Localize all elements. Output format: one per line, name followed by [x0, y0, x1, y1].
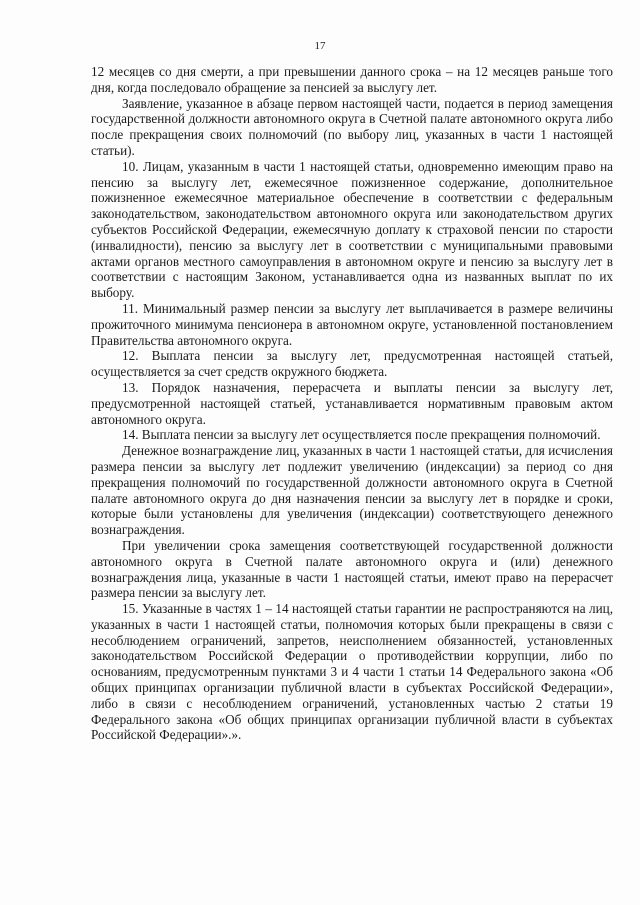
document-body — [91, 64, 613, 743]
paragraph-10: 10. Лицам, указанным в части 1 настоящей статьи, одновременно имеющим право на пенсию за выслугу лет, ежемесячное пожизненное содержание, дополнительное пожизненное ежемесячное материальное обеспечение в соответствии с федеральным законодательством, законодательством автономного округа или законодательством других субъектов Российской Федерации, ежемесячную доплату к страховой пенсии по старости (инвалидности), пенсию за выслугу лет в соответствии с муниципальными правовыми актами органов местного самоуправления в автономном округе и пенсию за выслугу лет в соответствии с настоящим Законом, устанавливается одна из названных выплат по их выбору. — [91, 158, 613, 301]
paragraph-application-period: Заявление, указанное в абзаце первом настоящей части, подается в период замещения государственной должности автономного округа в Счетной палате автономного округа либо после прекращения своих полномочий (по выбору лиц, указанных в части 1 настоящей статьи). — [91, 95, 613, 158]
paragraph-13: 13. Порядок назначения, перерасчета и выплаты пенсии за выслугу лет, предусмотренной настоящей статьей, устанавливается нормативным правовым актом автономного округа. — [91, 379, 613, 427]
paragraph-continuation: 12 месяцев со дня смерти, а при превышении данного срока – на 12 месяцев раньше того дня, когда последовало обращение за пенсией за выслугу лет. — [91, 64, 613, 95]
paragraph-recalculation: При увеличении срока замещения соответствующей государственной должности автономного округа в Счетной палате автономного округа и (или) денежного вознаграждения лица, указанные в части 1 настоящей статьи, имеют право на перерасчет размера пенсии за выслугу лет. — [91, 537, 613, 601]
page-number: 17 — [314, 40, 326, 52]
paragraph-15: 15. Указанные в частях 1 – 14 настоящей статьи гарантии не распространяются на лиц, указанных в части 1 настоящей статьи, полномочия которых были прекращены в связи с несоблюдением ограничений, запретов, неисполнением обязанностей, установленных законодательством Российской Федерации о противодействии коррупции, либо по основаниям, предусмотренным пунктами 3 и 4 части 1 статьи 14 Федерального закона «Об общих принципах организации публичной власти в субъектах Российской Федерации», либо в связи с несоблюдением ограничений, установленных частью 2 статьи 19 Федерального закона «Об общих принципах организации публичной власти в субъектах Российской Федерации».». — [91, 601, 613, 743]
paragraph-11: 11. Минимальный размер пенсии за выслугу лет выплачивается в размере величины прожиточного минимума пенсионера в автономном округе, установленной постановлением Правительства автономного округа. — [91, 300, 613, 348]
paragraph-indexation: Денежное вознаграждение лиц, указанных в части 1 настоящей статьи, для исчисления размера пенсии за выслугу лет подлежит увеличению (индексации) за период со дня прекращения полномочий по государственной должности автономного округа в Счетной палате автономного округа до дня назначения пенсии за выслугу лет в порядке и сроки, которые были установлены для увеличения (индексации) соответствующего денежного вознаграждения. — [91, 443, 613, 538]
paragraph-12: 12. Выплата пенсии за выслугу лет, предусмотренная настоящей статьей, осуществляется за счет средств окружного бюджета. — [91, 348, 613, 380]
paragraph-14: 14. Выплата пенсии за выслугу лет осуществляется после прекращения полномочий. — [122, 427, 601, 443]
